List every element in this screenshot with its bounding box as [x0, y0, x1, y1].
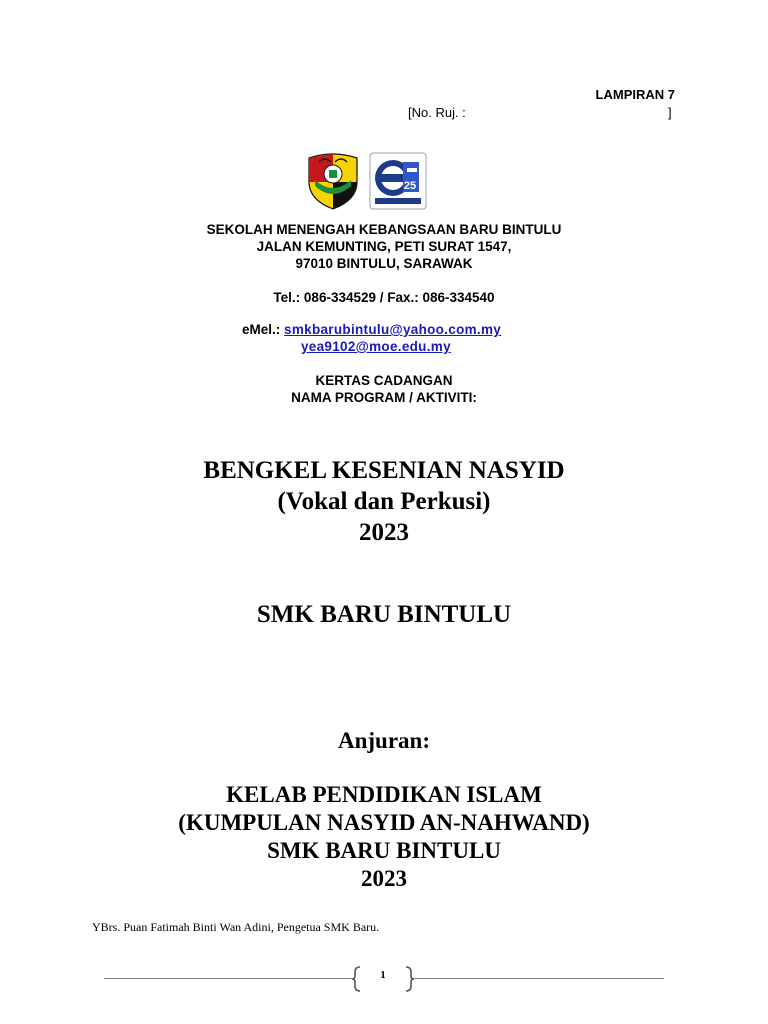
program-title-line1: BENGKEL KESENIAN NASYID	[203, 457, 565, 484]
organizer-heading: Anjuran:	[337, 728, 430, 753]
reference-number-label: [No. Ruj. :	[408, 105, 466, 120]
organizer-line3: SMK BARU BINTULU	[267, 838, 501, 863]
email-link-yahoo[interactable]: smkbarubintulu@yahoo.com.my	[284, 322, 502, 337]
reference-number-close-bracket: ]	[668, 105, 672, 120]
organizer-line1: KELAB PENDIDIKAN ISLAM	[226, 782, 542, 807]
footer-divider-left	[104, 978, 352, 979]
program-title-line2: (Vokal dan Perkusi)	[277, 488, 491, 515]
email-row	[242, 322, 501, 337]
organizer-line2: (KUMPULAN NASYID AN-NAHWAND)	[178, 810, 590, 835]
lampiran-label: LAMPIRAN 7	[595, 87, 675, 102]
logo-group	[305, 152, 427, 214]
school-contact: Tel.: 086-334529 / Fax.: 086-334540	[273, 290, 495, 305]
principal-note: YBrs. Puan Fatimah Binti Wan Adini, Pengetua SMK Baru.	[92, 920, 380, 934]
school-name: SEKOLAH MENENGAH KEBANGSAAN BARU BINTULU	[206, 222, 562, 237]
program-title-year: 2023	[359, 519, 409, 546]
sarawak-school-crest-icon	[305, 152, 361, 210]
25-year-anniversary-badge-icon	[369, 152, 427, 210]
school-address-line2: 97010 BINTULU, SARAWAK	[295, 256, 473, 271]
email-link-moe[interactable]: yea9102@moe.edu.my	[301, 339, 451, 354]
email-label: eMel.:	[242, 322, 281, 337]
program-name-label: NAMA PROGRAM / AKTIVITI:	[291, 390, 477, 405]
badge-number: 25	[403, 180, 417, 192]
page-number: 1	[380, 969, 386, 981]
proposal-label: KERTAS CADANGAN	[315, 373, 453, 388]
school-title: SMK BARU BINTULU	[256, 601, 512, 628]
school-address-line1: JALAN KEMUNTING, PETI SURAT 1547,	[256, 239, 512, 254]
organizer-year: 2023	[361, 866, 407, 891]
footer-divider-right	[414, 978, 664, 979]
